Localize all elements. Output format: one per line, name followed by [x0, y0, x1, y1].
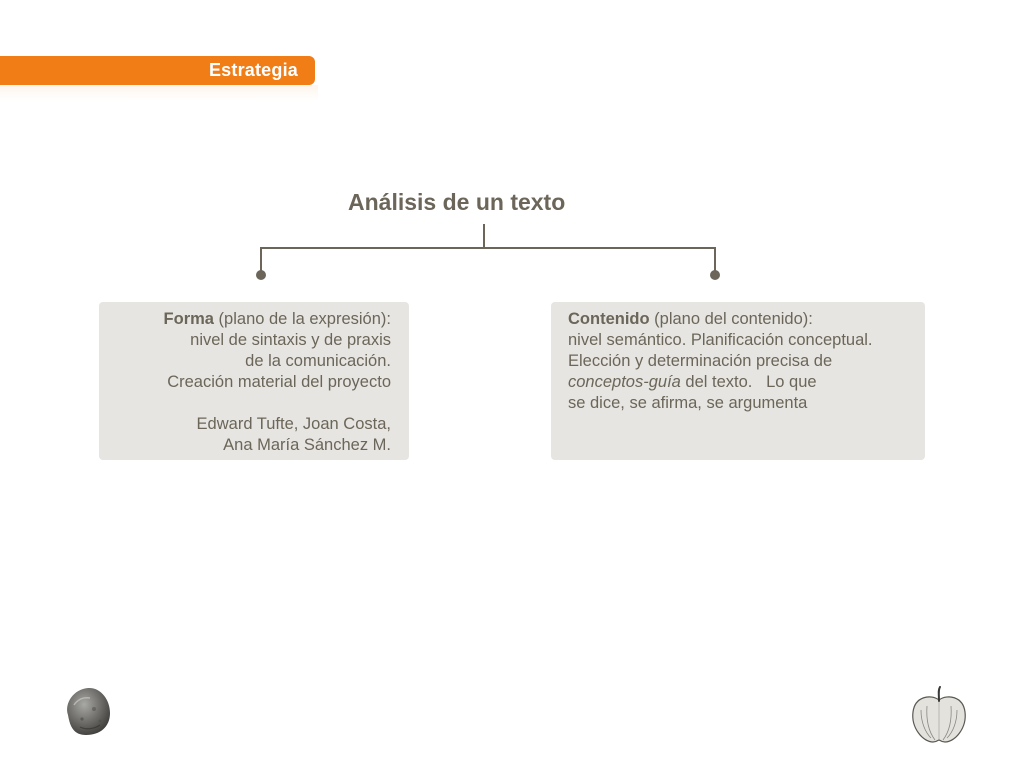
form-term: Forma: [163, 310, 214, 328]
left-branch-node: [256, 270, 266, 280]
form-authors-2: Ana María Sánchez M.: [223, 436, 391, 454]
section-label: Estrategia: [208, 60, 298, 80]
right-branch-node: [710, 270, 720, 280]
content-box: [551, 302, 925, 460]
apple-icon: [909, 686, 969, 744]
content-line-4: [568, 372, 873, 393]
diagram-title: Análisis de un texto: [348, 189, 566, 215]
form-heading: [164, 309, 391, 330]
content-line-2: nivel semántico. Planificación conceptual.: [568, 331, 873, 349]
form-authors-1: Edward Tufte, Joan Costa,: [196, 415, 391, 433]
content-line-5: se dice, se afirma, se argumenta: [568, 394, 808, 412]
content-line-3: Elección y determinación precisa de: [568, 352, 833, 370]
form-heading-rest: (plano de la expresión):: [213, 310, 391, 328]
content-heading-rest: (plano del contenido):: [649, 310, 813, 328]
form-line-4: Creación material del proyecto: [167, 373, 391, 391]
content-line-4-rest: del texto. Lo que: [680, 373, 817, 391]
form-box: [99, 302, 409, 460]
form-line-3: de la comunicación.: [245, 352, 391, 370]
form-line-2: nivel de sintaxis y de praxis: [190, 331, 391, 349]
stone-icon: [60, 685, 112, 737]
form-spacer: [164, 393, 391, 414]
content-heading: [568, 309, 873, 330]
content-term: Contenido: [568, 310, 650, 328]
content-italic-term: conceptos-guía: [568, 373, 681, 391]
